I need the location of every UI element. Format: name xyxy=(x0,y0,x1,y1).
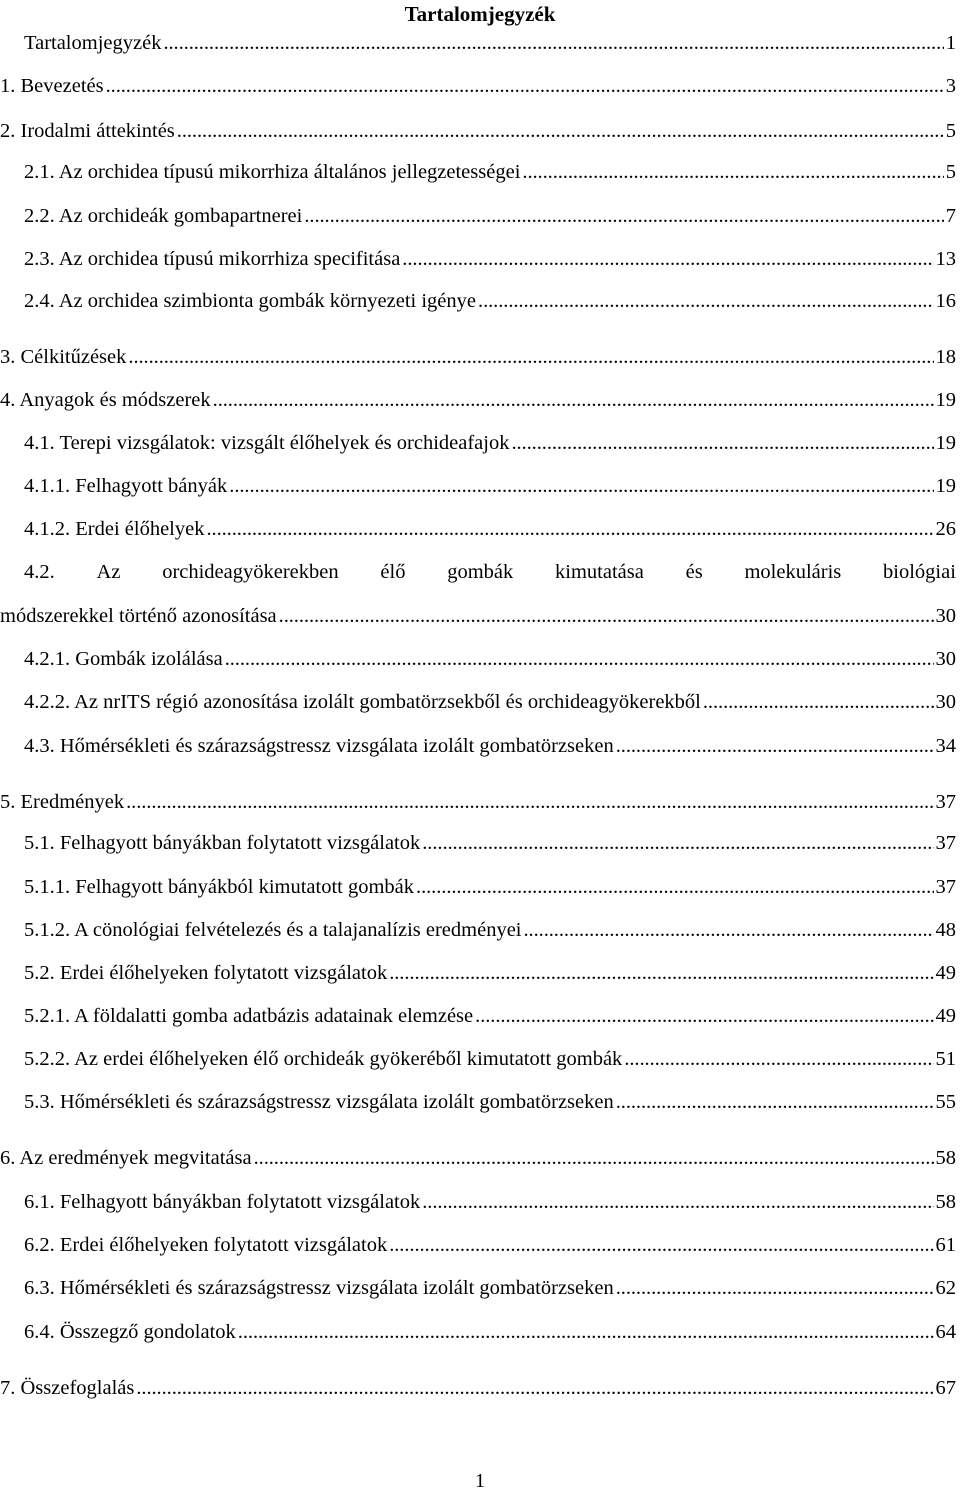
toc-entry[interactable] xyxy=(0,290,960,346)
toc-entry-page: 49 xyxy=(935,962,956,984)
toc-entry-label: 6.2. Erdei élőhelyeken folytatott vizsgálatok xyxy=(24,1234,388,1256)
toc-entry-label: Tartalomjegyzék xyxy=(24,32,162,54)
toc-entry[interactable] xyxy=(0,876,960,919)
toc-entry-page: 62 xyxy=(935,1277,956,1299)
toc-entry-label: 5.1.2. A cönológiai felvételezés és a talajanalízis eredményei xyxy=(24,919,522,941)
toc-entry-label: 6.1. Felhagyott bányákban folytatott vizsgálatok xyxy=(24,1191,421,1213)
toc-entry-label: 2.1. Az orchidea típusú mikorrhiza általános jellegzetességei xyxy=(24,161,521,183)
toc-entry-page: 18 xyxy=(935,346,956,368)
toc-entry[interactable] xyxy=(0,561,960,648)
toc-entry[interactable] xyxy=(0,1234,960,1277)
toc-entry[interactable] xyxy=(0,32,960,75)
toc-leader-dots xyxy=(511,432,933,455)
toc-entry[interactable] xyxy=(0,791,960,832)
toc-entry[interactable] xyxy=(0,475,960,518)
toc-entry-page: 61 xyxy=(935,1234,956,1256)
toc-entry[interactable] xyxy=(0,832,960,876)
toc-leader-dots xyxy=(422,832,933,855)
toc-entry-page: 58 xyxy=(935,1147,956,1169)
toc-entry-page: 5 xyxy=(945,161,956,183)
toc-entry[interactable] xyxy=(0,648,960,691)
toc-leader-dots xyxy=(238,1321,934,1344)
toc-entry-page: 30 xyxy=(935,648,956,670)
toc-entry-page: 37 xyxy=(935,876,956,898)
toc-entry[interactable] xyxy=(0,1377,960,1420)
toc-entry[interactable] xyxy=(0,389,960,432)
toc-entry-page: 1 xyxy=(945,32,956,54)
toc-leader-dots xyxy=(206,518,933,541)
toc-entry-page: 34 xyxy=(935,735,956,757)
toc-leader-dots xyxy=(616,1091,934,1114)
toc-entry-page: 51 xyxy=(935,1048,956,1070)
toc-entry-label: 4.1.1. Felhagyott bányák xyxy=(24,475,228,497)
toc-entry[interactable] xyxy=(0,518,960,561)
toc-entry-page: 49 xyxy=(935,1005,956,1027)
toc-leader-dots xyxy=(106,75,944,98)
toc-entry-page: 37 xyxy=(935,832,956,854)
toc-leader-dots xyxy=(136,1377,933,1400)
toc-entry[interactable] xyxy=(0,346,960,389)
toc-leader-dots xyxy=(478,290,933,313)
toc-leader-dots xyxy=(703,691,934,714)
toc-entry-page: 37 xyxy=(935,791,956,813)
toc-leader-dots xyxy=(616,735,934,758)
toc-entry-word: 4.2. xyxy=(24,561,55,583)
toc-entry-word: molekuláris xyxy=(744,561,842,583)
toc-entry[interactable] xyxy=(0,691,960,735)
toc-leader-dots xyxy=(624,1048,933,1071)
toc-entry-label: 4.2.2. Az nrITS régió azonosítása izolált gombatörzsekből és orchideagyökerekből xyxy=(24,691,701,713)
toc-entry-label: 5.1. Felhagyott bányákban folytatott vizsgálatok xyxy=(24,832,421,854)
toc-entry-page: 64 xyxy=(935,1321,956,1343)
toc-leader-dots xyxy=(254,1147,934,1170)
toc-leader-dots xyxy=(475,1005,933,1028)
toc-entry-label: 5. Eredmények xyxy=(0,791,125,813)
toc-entry-page: 19 xyxy=(935,389,956,411)
toc-entry-page: 3 xyxy=(945,75,956,97)
toc-entry[interactable] xyxy=(0,919,960,962)
toc-entry-label: 5.3. Hőmérsékleti és szárazságstressz vizsgálata izolált gombatörzseken xyxy=(24,1091,614,1113)
toc-entry-label: 6.3. Hőmérsékleti és szárazságstressz vizsgálata izolált gombatörzseken xyxy=(24,1277,614,1299)
toc-leader-dots xyxy=(522,161,943,184)
toc-leader-dots xyxy=(225,648,934,671)
toc-entry-page: 30 xyxy=(935,691,956,713)
toc-entry-word: biológiai xyxy=(883,561,956,583)
toc-entry[interactable] xyxy=(0,75,960,120)
toc-entry[interactable] xyxy=(0,1091,960,1147)
toc-entry-page: 5 xyxy=(945,120,956,142)
toc-leader-dots xyxy=(177,120,944,143)
toc-entry-label: 5.2. Erdei élőhelyeken folytatott vizsgálatok xyxy=(24,962,388,984)
toc-entry-label: 4.2.1. Gombák izolálása xyxy=(24,648,223,670)
toc-leader-dots xyxy=(279,605,934,628)
toc-entry-label: 7. Összefoglalás xyxy=(0,1377,135,1399)
toc-entry-continuation xyxy=(0,605,956,648)
toc-entry-label: 2.3. Az orchidea típusú mikorrhiza specifitása xyxy=(24,248,401,270)
toc-entry-page: 55 xyxy=(935,1091,956,1113)
toc-entry[interactable] xyxy=(0,962,960,1005)
toc-entry[interactable] xyxy=(0,1147,960,1191)
toc-entry[interactable] xyxy=(0,1191,960,1234)
toc-leader-dots xyxy=(128,346,933,369)
toc-entry[interactable] xyxy=(0,432,960,475)
toc-entry[interactable] xyxy=(0,735,960,791)
toc-leader-dots xyxy=(304,205,943,228)
toc-entry-label: 5.2.2. Az erdei élőhelyeken élő orchideák gyökeréből kimutatott gombák xyxy=(24,1048,623,1070)
toc-entry-word: Az xyxy=(96,561,121,583)
toc-entry-label: 6.4. Összegző gondolatok xyxy=(24,1321,236,1343)
toc-entry-word: élő xyxy=(380,561,406,583)
toc-entry-label: 5.1.1. Felhagyott bányákból kimutatott gombák xyxy=(24,876,415,898)
toc-leader-dots xyxy=(402,248,933,271)
toc-leader-dots xyxy=(389,962,933,985)
toc-entry-word: gombák xyxy=(447,561,514,583)
toc-entry-label: 3. Célkitűzések xyxy=(0,346,127,368)
toc-leader-dots xyxy=(229,475,933,498)
toc-entry[interactable] xyxy=(0,1048,960,1091)
toc-entry-label: 2.2. Az orchideák gombapartnerei xyxy=(24,205,303,227)
toc-leader-dots xyxy=(389,1234,933,1257)
toc-leader-dots xyxy=(524,919,934,942)
toc-entry-label-line xyxy=(24,561,956,605)
toc-entry-label: 4. Anyagok és módszerek xyxy=(0,389,211,411)
toc-entry-label: módszerekkel történő azonosítása xyxy=(0,605,277,627)
toc-entry-word: és xyxy=(685,561,703,583)
toc-entry[interactable] xyxy=(0,120,960,161)
toc-entry-page: 16 xyxy=(935,290,956,312)
toc-entry[interactable] xyxy=(0,1005,960,1048)
toc-entry-page: 26 xyxy=(935,518,956,540)
toc-entry-page: 58 xyxy=(935,1191,956,1213)
toc-entry-page: 19 xyxy=(935,475,956,497)
toc-leader-dots xyxy=(616,1277,934,1300)
toc-entry-page: 13 xyxy=(935,248,956,270)
toc-leader-dots xyxy=(126,791,933,814)
toc-entry-label: 1. Bevezetés xyxy=(0,75,104,97)
page-number: 1 xyxy=(474,1470,486,1492)
toc-leader-dots xyxy=(422,1191,933,1214)
toc-leader-dots xyxy=(416,876,933,899)
toc-entry-page: 30 xyxy=(935,605,956,627)
toc-entry[interactable] xyxy=(0,248,960,290)
toc-entry-word: orchideagyökerekben xyxy=(162,561,339,583)
toc-entry-page: 19 xyxy=(935,432,956,454)
toc-entry[interactable] xyxy=(0,1321,960,1377)
toc-entry-page: 67 xyxy=(935,1377,956,1399)
toc-entry-word: kimutatása xyxy=(555,561,644,583)
toc-entry-page: 48 xyxy=(935,919,956,941)
toc-entry[interactable] xyxy=(0,161,960,205)
table-of-contents xyxy=(0,32,960,1420)
toc-entry-label: 4.1.2. Erdei élőhelyek xyxy=(24,518,205,540)
toc-entry-label: 4.3. Hőmérsékleti és szárazságstressz vizsgálata izolált gombatörzseken xyxy=(24,735,614,757)
toc-title: Tartalomjegyzék xyxy=(404,2,556,26)
toc-entry-label: 4.1. Terepi vizsgálatok: vizsgált élőhelyek és orchideafajok xyxy=(24,432,510,454)
toc-entry-label: 6. Az eredmények megvitatása xyxy=(0,1147,252,1169)
toc-entry-label: 2. Irodalmi áttekintés xyxy=(0,120,175,142)
toc-entry[interactable] xyxy=(0,205,960,248)
toc-entry-label: 2.4. Az orchidea szimbionta gombák környezeti igénye xyxy=(24,290,477,312)
toc-entry[interactable] xyxy=(0,1277,960,1321)
toc-entry-page: 7 xyxy=(945,205,956,227)
toc-leader-dots xyxy=(163,32,943,55)
toc-entry-label: 5.2.1. A földalatti gomba adatbázis adatainak elemzése xyxy=(24,1005,474,1027)
toc-leader-dots xyxy=(213,389,934,412)
